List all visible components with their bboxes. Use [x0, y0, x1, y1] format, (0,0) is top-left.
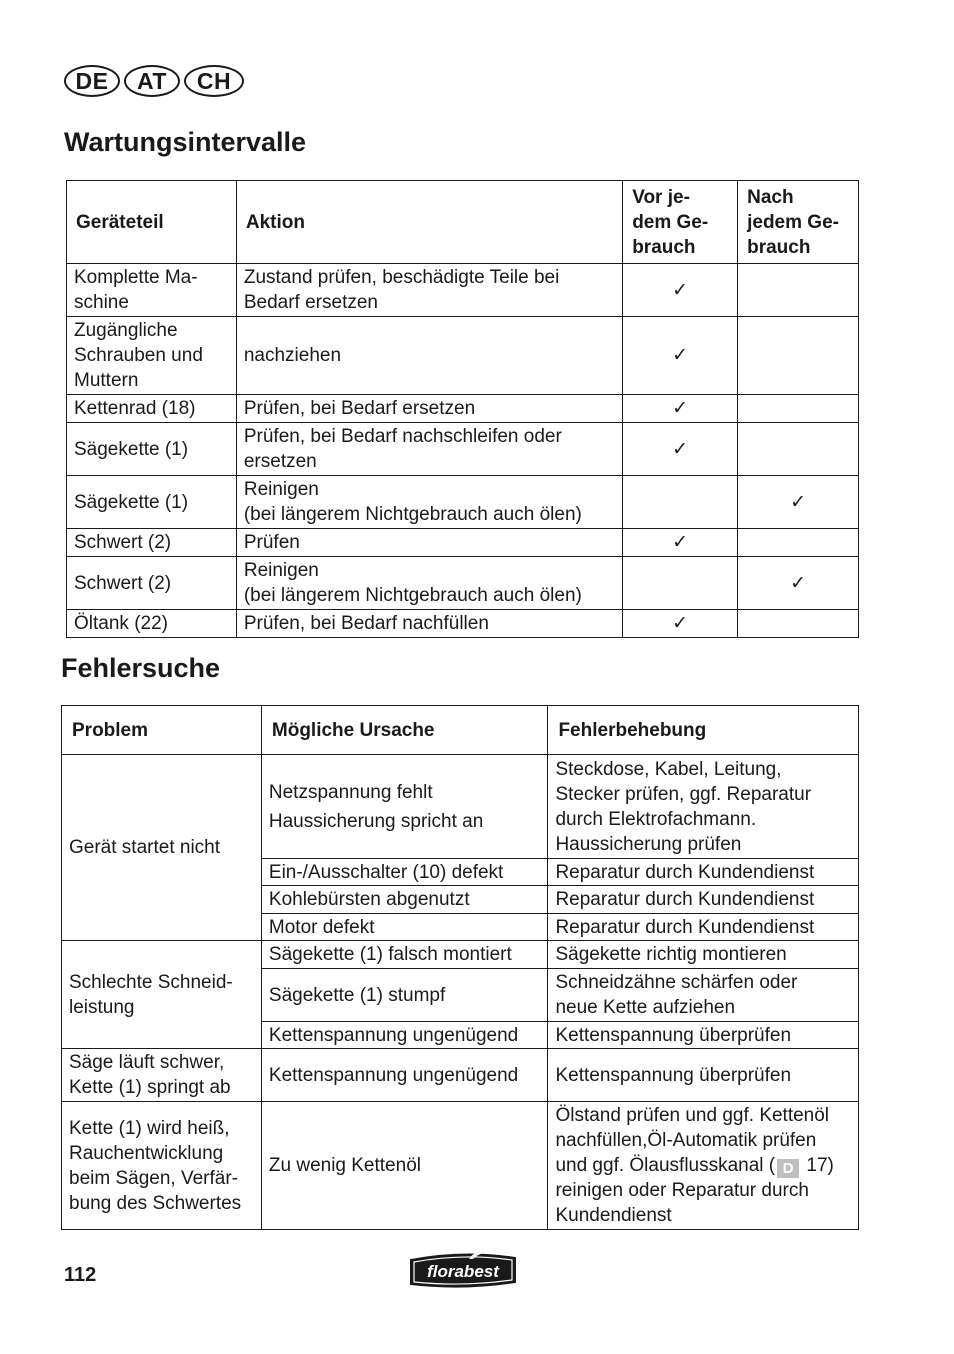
table-row: [67, 610, 859, 638]
cell-part: Schwert (2): [67, 557, 237, 610]
cell-check-after: [738, 610, 859, 638]
cell-cause: Motor defekt: [261, 914, 548, 941]
table-row: [62, 1049, 859, 1102]
column-header-after-use: Nach jedem Ge- brauch: [738, 181, 859, 264]
cell-check-before: ✓: [623, 529, 738, 557]
logo-text: florabest: [427, 1262, 499, 1281]
cell-part: Sägekette (1): [67, 476, 237, 529]
cell-fix: Steckdose, Kabel, Leitung, Stecker prüfen, ggf. Reparatur durch Elektrofachmann. Haussicherung prüfen: [548, 755, 859, 859]
table-row: [62, 941, 859, 969]
table-row: [67, 317, 859, 395]
cell-fix: Reparatur durch Kundendienst: [548, 914, 859, 941]
table-row: [67, 557, 859, 610]
cell-cause: Kettenspannung ungenügend: [261, 1049, 548, 1102]
cell-part: Komplette Ma- schine: [67, 264, 237, 317]
column-header-part: Geräteteil: [67, 181, 237, 264]
cell-check-after: [738, 529, 859, 557]
cell-action: Reinigen (bei längerem Nichtgebrauch auch ölen): [236, 557, 622, 610]
cell-check-after: [738, 317, 859, 395]
device-reference-icon: D: [777, 1159, 799, 1178]
cell-cause: Zu wenig Kettenöl: [261, 1102, 548, 1230]
country-badge-ch: CH: [184, 65, 244, 97]
cell-part: Kettenrad (18): [67, 395, 237, 423]
table-row: [67, 476, 859, 529]
table-row: [62, 755, 859, 859]
cell-check-after: [738, 423, 859, 476]
column-header-problem: Problem: [62, 706, 262, 755]
cell-check-after: [738, 264, 859, 317]
cell-check-before: ✓: [623, 610, 738, 638]
cell-cause: Sägekette (1) falsch montiert: [261, 941, 548, 969]
column-header-before-use: Vor je- dem Ge- brauch: [623, 181, 738, 264]
cell-problem: Säge läuft schwer, Kette (1) springt ab: [62, 1049, 262, 1102]
column-header-action: Aktion: [236, 181, 622, 264]
cell-action: Prüfen: [236, 529, 622, 557]
cell-fix: Sägekette richtig montieren: [548, 941, 859, 969]
cell-problem: Schlechte Schneid- leistung: [62, 941, 262, 1049]
page-number: 112: [64, 1264, 97, 1286]
cell-action: nachziehen: [236, 317, 622, 395]
country-badges: [64, 65, 244, 97]
cell-check-after: ✓: [738, 476, 859, 529]
maintenance-table: [66, 180, 859, 638]
table-row: [67, 264, 859, 317]
cell-check-before: [623, 476, 738, 529]
cell-fix: Reparatur durch Kundendienst: [548, 859, 859, 886]
cell-part: Öltank (22): [67, 610, 237, 638]
table-row: [67, 423, 859, 476]
cell-check-after: ✓: [738, 557, 859, 610]
fix-text: Ölstand prüfen und ggf. Kettenöl nachfüllen,Öl-Automatik prüfen und ggf. Ölausflusskanal (: [555, 1105, 830, 1176]
cell-fix: Kettenspannung überprüfen: [548, 1022, 859, 1049]
country-badge-de: DE: [64, 65, 120, 97]
cell-part: Sägekette (1): [67, 423, 237, 476]
cell-check-before: ✓: [623, 423, 738, 476]
cell-action: Prüfen, bei Bedarf nachschleifen oder ersetzen: [236, 423, 622, 476]
cell-cause: Netzspannung fehlt Haussicherung spricht an: [261, 755, 548, 859]
cell-fix: [548, 1102, 859, 1230]
troubleshooting-table: [61, 705, 859, 1230]
column-header-cause: Mögliche Ursache: [261, 706, 548, 755]
cell-action: Prüfen, bei Bedarf ersetzen: [236, 395, 622, 423]
column-header-fix: Fehlerbehebung: [548, 706, 859, 755]
cell-part: Zugängliche Schrauben und Muttern: [67, 317, 237, 395]
cell-action: Reinigen (bei längerem Nichtgebrauch auch ölen): [236, 476, 622, 529]
maintenance-header-row: [67, 181, 859, 264]
cell-fix: Schneidzähne schärfen oder neue Kette aufziehen: [548, 969, 859, 1022]
maintenance-table-body: [67, 264, 859, 638]
maintenance-title: Wartungsintervalle: [64, 127, 307, 157]
troubleshooting-table-body: [62, 755, 859, 1230]
cell-check-before: ✓: [623, 264, 738, 317]
cell-fix: Reparatur durch Kundendienst: [548, 886, 859, 914]
cell-cause: Ein-/Ausschalter (10) defekt: [261, 859, 548, 886]
cell-action: Prüfen, bei Bedarf nachfüllen: [236, 610, 622, 638]
country-badge-at: AT: [124, 65, 180, 97]
cell-check-after: [738, 395, 859, 423]
table-row: [62, 1102, 859, 1230]
cell-problem: Gerät startet nicht: [62, 755, 262, 941]
troubleshooting-title: Fehlersuche: [61, 653, 221, 683]
florabest-logo: [407, 1250, 519, 1290]
cell-cause: Kohlebürsten abgenutzt: [261, 886, 548, 914]
cell-problem: Kette (1) wird heiß, Rauchentwicklung beim Sägen, Verfär- bung des Schwertes: [62, 1102, 262, 1230]
cell-fix: Kettenspannung überprüfen: [548, 1049, 859, 1102]
fix-text: 17) reinigen oder Reparatur durch Kundendienst: [555, 1155, 834, 1226]
table-row: [67, 395, 859, 423]
cell-check-before: ✓: [623, 395, 738, 423]
cell-part: Schwert (2): [67, 529, 237, 557]
cell-cause: Kettenspannung ungenügend: [261, 1022, 548, 1049]
cell-check-before: ✓: [623, 317, 738, 395]
troubleshooting-header-row: [62, 706, 859, 755]
cell-action: Zustand prüfen, beschädigte Teile bei Bedarf ersetzen: [236, 264, 622, 317]
cell-cause: Sägekette (1) stumpf: [261, 969, 548, 1022]
cell-check-before: [623, 557, 738, 610]
table-row: [67, 529, 859, 557]
